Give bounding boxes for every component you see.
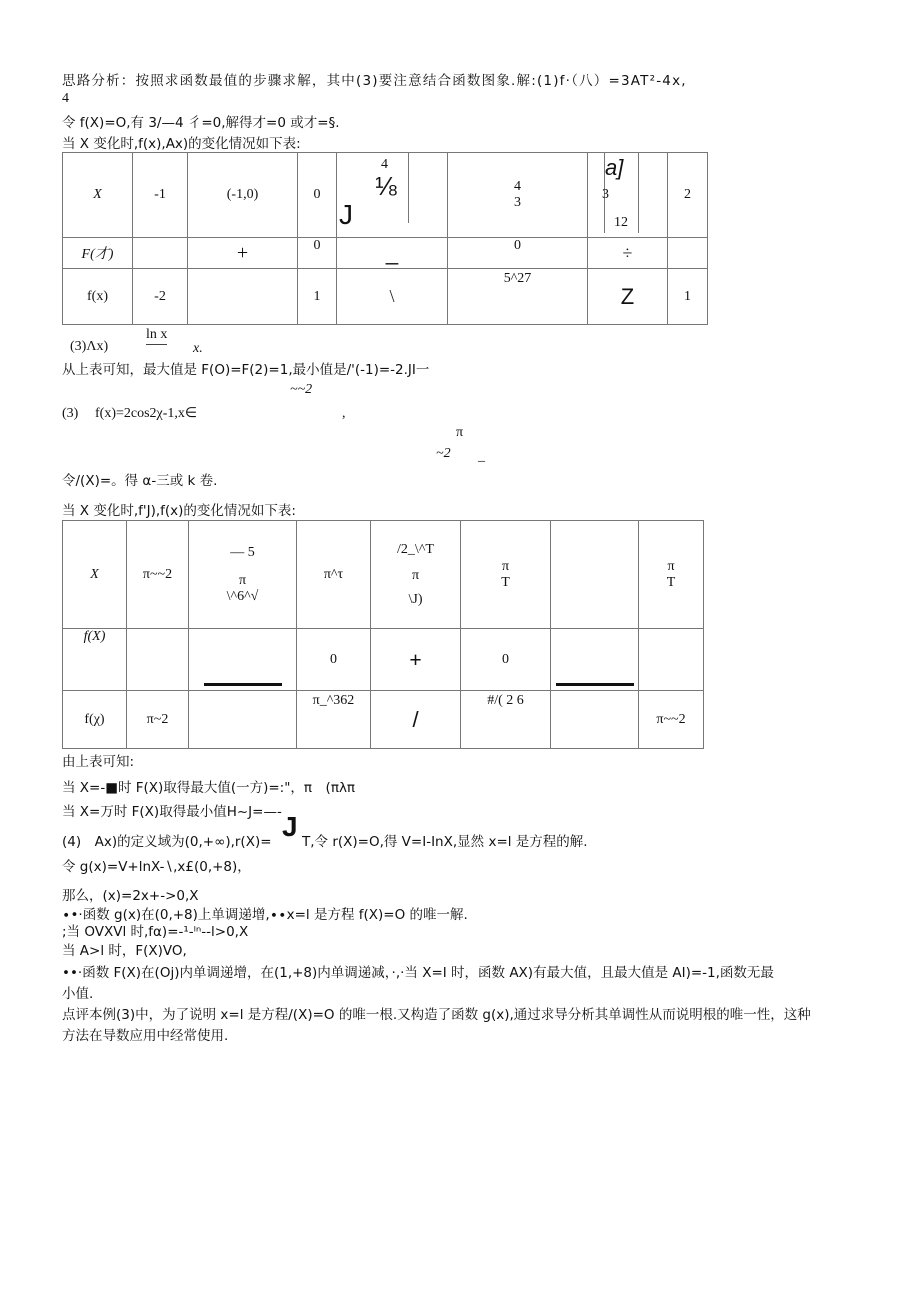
minus-sign xyxy=(556,683,634,686)
cell xyxy=(551,629,639,691)
cell: X xyxy=(93,187,102,202)
cell xyxy=(588,153,668,238)
text-line: 从上表可知，最大值是 F(O)=F(2)=1,最小值是/'(-1)=-2.JI一 xyxy=(62,362,430,378)
text-line: , xyxy=(342,406,346,421)
cell: 0 xyxy=(298,153,337,238)
cell: 0 xyxy=(298,238,337,269)
cell: f(x) xyxy=(63,269,133,325)
cell-line: \J) xyxy=(408,591,423,607)
cell xyxy=(189,629,297,691)
text-line: (4) Ax)的定义域为(0,+∞),r(X)= xyxy=(62,834,272,850)
cell: Z xyxy=(588,269,668,325)
cell: f(X) xyxy=(83,629,106,644)
variation-table-2 xyxy=(62,520,704,749)
analysis-line: 思路分析：按照求函数最值的步骤求解，其中(3)要注意结合函数图象.解:(1)f·（八）=3AT²-4x, xyxy=(62,73,687,89)
text-line: 令/(X)=。得 α-三或 k 卷. xyxy=(62,473,218,489)
text-line: 方法在导数应用中经常使用. xyxy=(62,1028,229,1044)
text-line: (3) xyxy=(62,406,79,421)
text-line: 由上表可知: xyxy=(62,754,135,770)
cell: 0 xyxy=(297,629,371,691)
cell: -1 xyxy=(133,153,188,238)
text-line: 当 X 变化时,f(x),Ax)的变化情况如下表: xyxy=(62,136,301,152)
cell xyxy=(668,238,708,269)
fraction-denominator: x. xyxy=(193,341,203,356)
hook-glyph: J xyxy=(282,811,298,842)
cell: π~2 xyxy=(127,691,189,749)
minus-sign xyxy=(204,683,282,686)
cell: π~~2 xyxy=(639,691,704,749)
cell-glyph: ⅛ xyxy=(375,171,397,201)
text-line: 那么，(x)=2x+->0,X xyxy=(62,888,199,904)
text-line: ∙•·函数 g(x)在(0,+8)上单调递增,∙∙x=l 是方程 f(X)=O 的唯一解. xyxy=(62,907,468,923)
cell: F(才) xyxy=(81,247,114,262)
text-line: _ xyxy=(478,449,485,464)
cell xyxy=(189,691,297,749)
cell: / xyxy=(371,691,461,749)
text-line: 当 X=-■时 F(X)取得最大值(一方)=:"，π (πλπ xyxy=(62,780,356,796)
numerator: 4 xyxy=(514,179,521,194)
cell xyxy=(639,629,704,691)
cell xyxy=(639,521,704,629)
cell-line: \^6^√ xyxy=(226,588,259,604)
cell: 5^27 xyxy=(448,269,588,325)
cell: \ xyxy=(337,269,448,325)
cell: ÷ xyxy=(588,238,668,269)
cell xyxy=(337,153,448,238)
cell: X xyxy=(90,566,99,582)
text-line: 4 xyxy=(62,91,69,106)
cell: (-1,0) xyxy=(188,153,298,238)
cell-glyph: 4 xyxy=(381,157,388,172)
cell: 1 xyxy=(298,269,337,325)
divider xyxy=(638,153,639,233)
cell-line: T xyxy=(501,574,510,590)
text-line: f(x)=2cos2χ-1,x∈ xyxy=(95,406,198,421)
cell xyxy=(448,153,588,238)
text-line: 令 f(X)=O,有 3/—4 彳=0,解得才=0 或才=§. xyxy=(62,115,340,131)
cell-line: T xyxy=(666,574,676,590)
divider xyxy=(408,153,409,223)
cell-glyph: J xyxy=(339,199,353,230)
cell-line: π xyxy=(411,567,420,583)
cell xyxy=(551,691,639,749)
denominator: 3 xyxy=(514,195,521,210)
text-line: π xyxy=(456,425,464,440)
fraction-numerator: ln x xyxy=(146,326,167,345)
cell: -2 xyxy=(133,269,188,325)
cell-glyph: 3 xyxy=(602,187,609,202)
cell: + xyxy=(371,629,461,691)
cell: #/( 2 6 xyxy=(461,691,551,749)
text-line: 小值. xyxy=(62,986,94,1002)
cell: π_^362 xyxy=(297,691,371,749)
cell xyxy=(133,238,188,269)
cell: 2 xyxy=(668,153,708,238)
text-line: ;当 OVXVl 时,fα)=-¹-ˡⁿ--l>0,X xyxy=(62,924,249,940)
text-line: ~2 xyxy=(436,446,451,461)
cell-line: π xyxy=(501,558,510,574)
cell: + xyxy=(188,238,298,269)
text-line: T,令 r(X)=O,得 V=I-InX,显然 x=l 是方程的解. xyxy=(302,834,588,850)
text-line: 当 A>l 时，F(X)VO, xyxy=(62,943,187,959)
cell: π^τ xyxy=(297,521,371,629)
text-line: 当 X 变化时,f'J),f(x)的变化情况如下表: xyxy=(62,503,296,519)
cell-line: — 5 xyxy=(230,544,255,560)
cell xyxy=(188,269,298,325)
cell-line: /2_\^T xyxy=(397,541,434,557)
cell-line: π xyxy=(667,558,675,574)
cell-glyph: 12 xyxy=(614,215,628,230)
cell: _ xyxy=(337,238,448,269)
cell: 0 xyxy=(448,238,588,269)
cell xyxy=(189,521,297,629)
cell: f(χ) xyxy=(63,691,127,749)
text-line: 令 g(x)=V+lnX-∖,x£(0,+8)， xyxy=(62,859,251,875)
cell xyxy=(551,521,639,629)
text-line: 点评本例(3)中，为了说明 x=l 是方程/(X)=O 的唯一根.又构造了函数 g(x),通过求导分析其单调性从而说明根的唯一性，这种 xyxy=(62,1007,811,1023)
text-line: ~~2 xyxy=(290,382,313,397)
text-line: 当 X=万时 F(X)取得最小值H~J=—- xyxy=(62,804,282,820)
cell xyxy=(461,521,551,629)
cell: 1 xyxy=(668,269,708,325)
cell xyxy=(127,629,189,691)
cell: 0 xyxy=(461,629,551,691)
cell-glyph: a] xyxy=(605,155,624,180)
variation-table-1 xyxy=(62,152,708,325)
cell xyxy=(371,521,461,629)
cell-line: π xyxy=(238,572,247,588)
text-line: ••·函数 F(X)在(Oj)内单调递增，在(1,+8)内单调递减，·,·当 X=I 时，函数 AX)有最大值，且最大值是 AI)=-1,函数无最 xyxy=(62,965,774,981)
text-line: (3)Λx) xyxy=(70,339,109,354)
cell: π~~2 xyxy=(127,521,189,629)
